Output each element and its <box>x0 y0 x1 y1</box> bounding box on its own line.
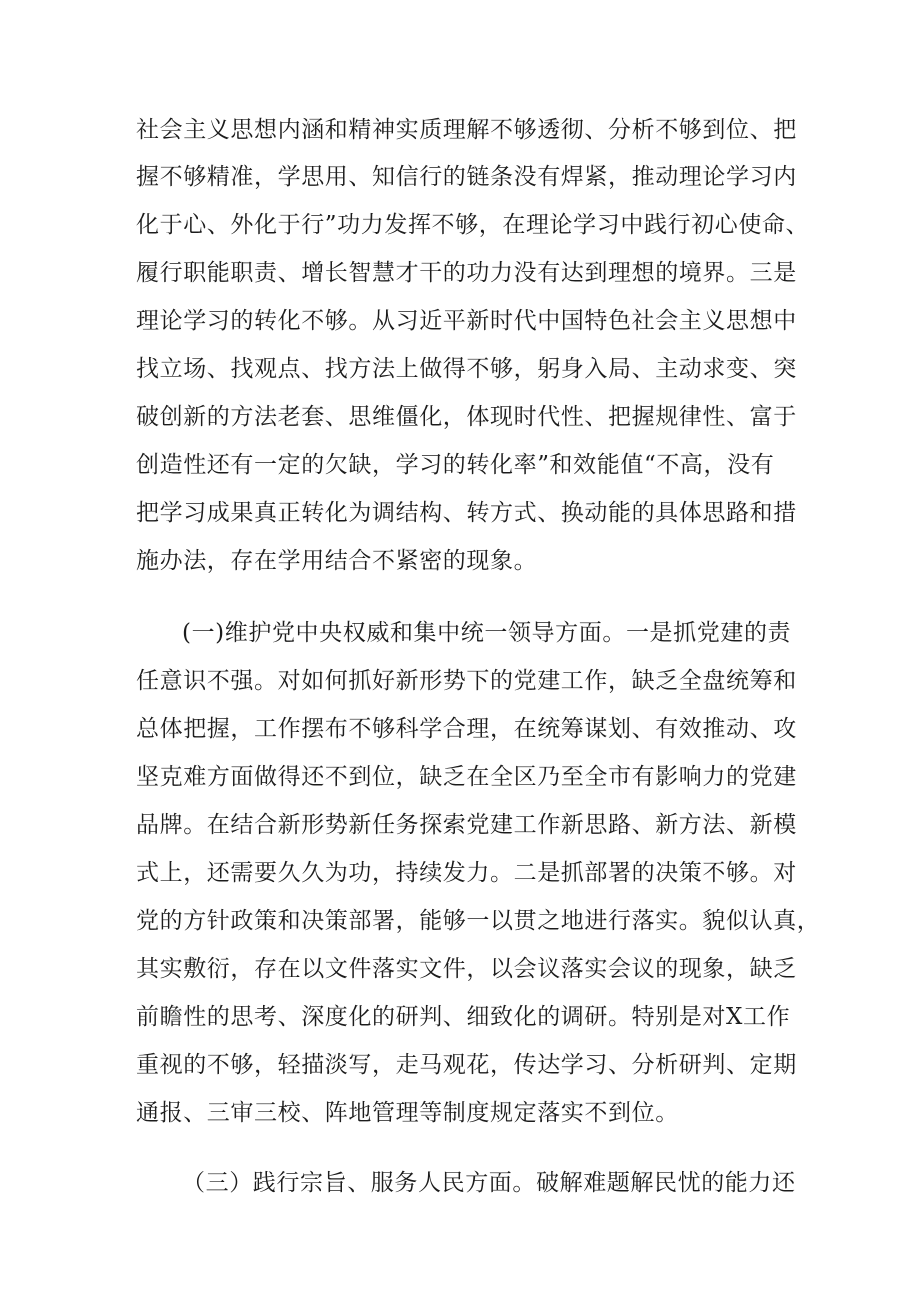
paragraph-line: 坚克难方面做得还不到位，缺乏在全区乃至全市有影响力的党建 <box>136 764 797 790</box>
paragraph-line: 把学习成果真正转化为调结构、转方式、换动能的具体思路和措 <box>136 500 797 526</box>
paragraph-line: 理论学习的转化不够。从习近平新时代中国特色社会主义思想中 <box>136 308 797 334</box>
paragraph-line: 通报、三审三校、阵地管理等制度规定落实不到位。 <box>136 1100 679 1126</box>
paragraph-line: 社会主义思想内涵和精神实质理解不够透彻、分析不够到位、把 <box>136 117 797 143</box>
paragraph-line: 创造性还有一定的欠缺，学习的转化率”和效能值“不高，没有 <box>136 452 775 478</box>
paragraph-line: 施办法，存在学用结合不紧密的现象。 <box>136 548 538 574</box>
paragraph-line: 破创新的方法老套、思维僵化，体现时代性、把握规律性、富于 <box>136 404 797 430</box>
paragraph-line: 任意识不强。对如何抓好新形势下的党建工作，缺乏全盘统筹和 <box>136 668 797 694</box>
paragraph-line: 党的方针政策和决策部署，能够一以贯之地进行落实。貌似认真， <box>136 908 821 934</box>
paragraph-line: 重视的不够，轻描淡写，走马观花，传达学习、分析研判、定期 <box>136 1052 797 1078</box>
paragraph-line: 化于心、外化于行”功力发挥不够，在理论学习中践行初心使命、 <box>136 212 810 238</box>
paragraph-line: 品牌。在结合新形势新任务探索党建工作新思路、新方法、新模 <box>136 812 797 838</box>
section-heading-line: (一)维护党中央权威和集中统一领导方面。一是抓党建的责 <box>182 620 792 646</box>
paragraph-line: 握不够精准，学思用、知信行的链条没有焊紧，推动理论学习内 <box>136 164 797 190</box>
section-heading-line: （三）践行宗旨、服务人民方面。破解难题解民忧的能力还 <box>182 1170 796 1196</box>
paragraph-line: 前瞻性的思考、深度化的研判、细致化的调研。特别是对X工作 <box>136 1004 791 1030</box>
paragraph-line: 找立场、找观点、找方法上做得不够，躬身入局、主动求变、突 <box>136 356 797 382</box>
paragraph-line: 履行职能职责、增长智慧才干的功力没有达到理想的境界。三是 <box>136 260 797 286</box>
paragraph-line: 式上，还需要久久为功，持续发力。二是抓部署的决策不够。对 <box>136 860 797 886</box>
paragraph-line: 其实敷衍，存在以文件落实文件，以会议落实会议的现象，缺乏 <box>136 956 797 982</box>
paragraph-line: 总体把握，工作摆布不够科学合理，在统筹谋划、有效推动、攻 <box>136 716 797 742</box>
